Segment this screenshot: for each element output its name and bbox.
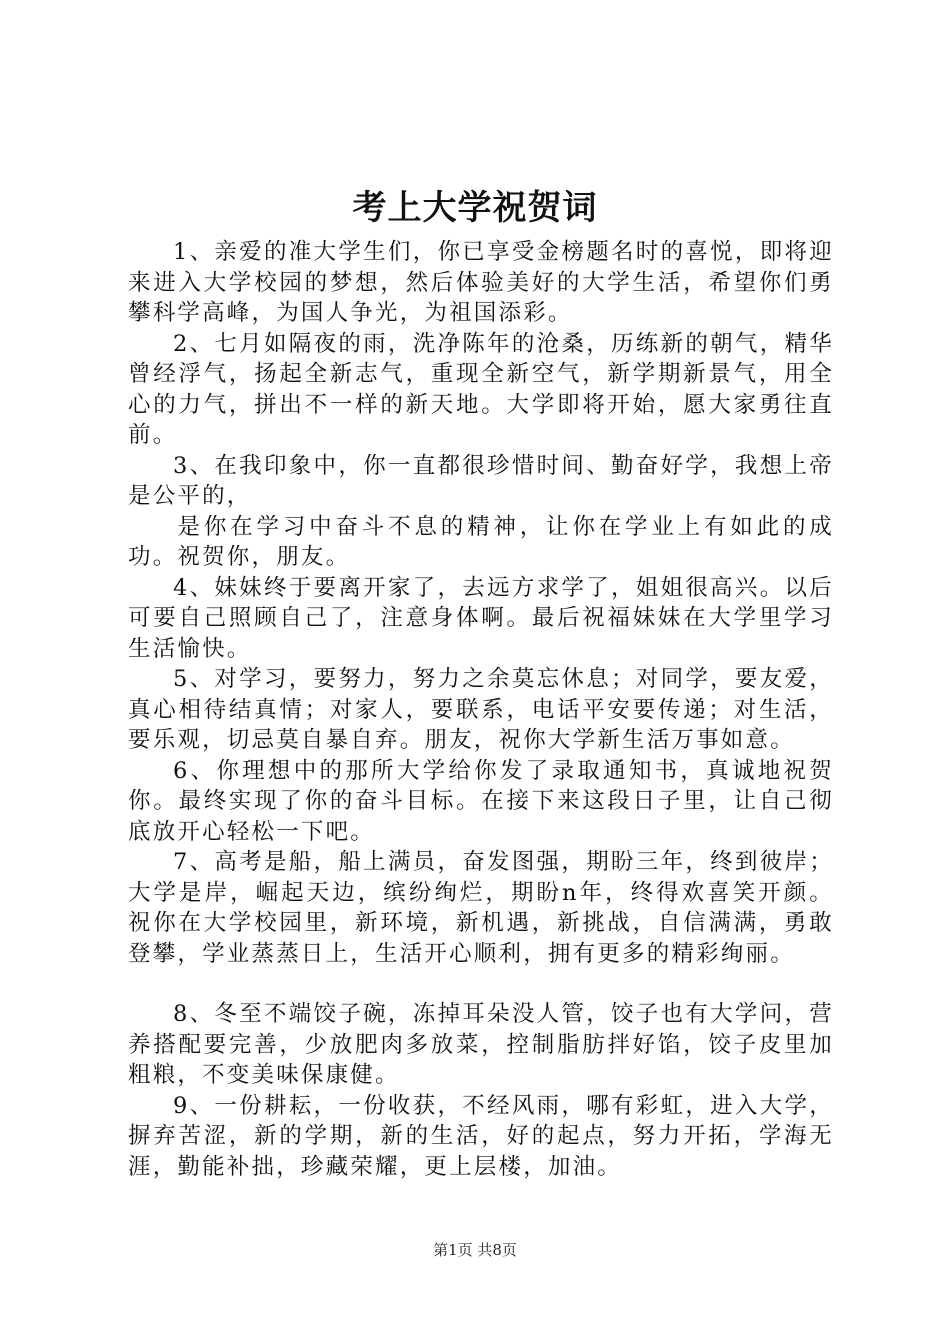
paragraph-9: 9、一份耕耘，一份收获，不经风雨，哪有彩虹，进入大学，摒弃苦涩，新的学期，新的生活，好的起点，努力开拓，学海无涯，勤能补拙，珍藏荣耀，更上层楼，加油。 <box>128 1092 834 1180</box>
paragraph-1: 1、亲爱的准大学生们，你已享受金榜题名时的喜悦，即将迎来进入大学校园的梦想，然后体验美好的大学生活，希望你们勇攀科学高峰，为国人争光，为祖国添彩。 <box>128 239 834 326</box>
paragraph-3-continuation: 是你在学习中奋斗不息的精神，让你在学业上有如此的成功。祝贺你，朋友。 <box>128 513 834 570</box>
paragraph-2: 2、七月如隔夜的雨，洗净陈年的沧桑，历练新的朝气，精华曾经浮气，扬起全新志气，重现全新空气，新学期新景气，用全心的力气，拼出不一样的新天地。大学即将开始，愿大家勇往直前。 <box>128 330 834 448</box>
paragraph-4: 4、妹妹终于要离开家了，去远方求学了，姐姐很高兴。以后可要自己照顾自己了，注意身体啊。最后祝福妹妹在大学里学习生活愉快。 <box>128 574 834 662</box>
paragraph-5: 5、对学习，要努力，努力之余莫忘休息；对同学，要友爱，真心相待结真情；对家人，要联系，电话平安要传递；对生活，要乐观，切忌莫自暴自弃。朋友，祝你大学新生活万事如意。 <box>128 666 834 753</box>
document-title: 考上大学祝贺词 <box>352 188 598 228</box>
paragraph-3: 3、在我印象中，你一直都很珍惜时间、勤奋好学，我想上帝是公平的， <box>128 452 834 509</box>
paragraph-8: 8、冬至不端饺子碗，冻掉耳朵没人管，饺子也有大学问，营养搭配要完善，少放肥肉多放菜，控制脂肪拌好馅，饺子皮里加粗粮，不变美味保康健。 <box>128 1001 834 1088</box>
paragraph-7: 7、高考是船，船上满员，奋发图强，期盼三年，终到彼岸；大学是岸，崛起天边，缤纷绚烂，期盼n年，终得欢喜笑开颜。祝你在大学校园里，新环境，新机遇，新挑战，自信满满，勇敢登攀，学业蒸蒸日上，生活开心顺利，拥有更多的精彩绚丽。 <box>128 849 834 967</box>
paragraph-6: 6、你理想中的那所大学给你发了录取通知书，真诚地祝贺你。最终实现了你的奋斗目标。在接下来这段日子里，让自己彻底放开心轻松一下吧。 <box>128 757 834 845</box>
document-body <box>128 237 834 1182</box>
page-footer <box>0 1240 950 1260</box>
page-number: 第1页 共8页 <box>433 1241 517 1259</box>
